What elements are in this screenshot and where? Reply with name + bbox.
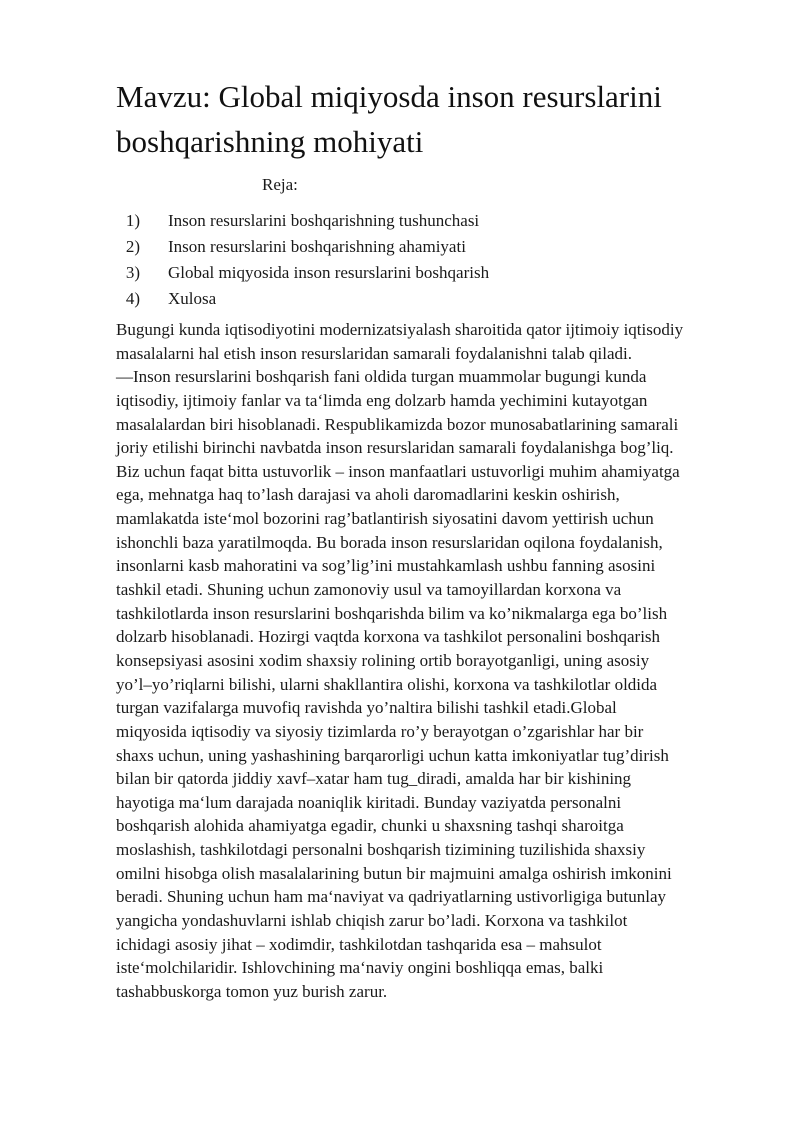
plan-item-number: 3) — [125, 263, 140, 282]
plan-item — [116, 286, 489, 312]
plan-item-text: Inson resurslarini boshqarishning ahamiyati — [168, 237, 466, 256]
body-line: beradi. Shuning uchun ham ma‘naviyat va qadriyatlarning ustivorligiga butunlay — [116, 887, 667, 907]
body-line: tashabbuskorga tomon yuz burish zarur. — [116, 981, 388, 1001]
body-paragraph — [116, 318, 756, 1004]
plan-item-text: Xulosa — [168, 289, 217, 308]
body-line: ichidagi asosiy jihat – xodimdir, tashkilotdan tashqarida esa – mahsulot — [116, 934, 602, 954]
plan-item-text: Inson resurslarini boshqarishning tushunchasi — [168, 211, 480, 230]
body-line: Biz uchun faqat bitta ustuvorlik – inson manfaatlari ustuvorligi muhim ahamiyatga — [116, 461, 680, 481]
plan-item-text: Global miqyosida inson resurslarini boshqarish — [168, 263, 490, 282]
title-line-1: Mavzu: Global miqiyosda inson resurslarini — [116, 79, 662, 114]
body-line: ega, mehnatga haq to’lash darajasi va aholi daromadlarini keskin oshirish, — [116, 485, 620, 505]
title-line-2: boshqarishning mohiyati — [116, 124, 424, 159]
body-line: ―Inson resurslarini boshqarish fani oldida turgan muammolar bugungi kunda — [116, 367, 647, 387]
body-line: ishonchli baza yaratilmoqda. Bu borada inson resurslaridan oqilona foydalanish, — [116, 532, 663, 552]
body-line: bilan bir qatorda jiddiy xavf–xatar ham tug_diradi, amalda har bir kishining — [116, 769, 632, 789]
body-line: joriy etilishi birinchi navbatda inson resurslaridan samarali foydalanishga bog’liq. — [116, 438, 674, 458]
plan-item — [116, 208, 489, 234]
plan-item-number: 1) — [125, 211, 140, 230]
body-line: hayotiga ma‘lum darajada noaniqlik kiritadi. Bunday vaziyatda personalni — [116, 792, 622, 812]
body-line: masalalardan biri hisoblanadi. Respublikamizda bozor munosabatlarining samarali — [116, 414, 679, 434]
plan-heading: Reja: — [262, 175, 298, 194]
body-line: mamlakatda iste‘mol bozorini rag’batlantirish siyosatini davom yettirish uchun — [116, 509, 654, 529]
body-line: iste‘molchilaridir. Ishlovchining ma‘naviy ongini boshliqqa emas, balki — [116, 958, 604, 978]
plan-item — [116, 260, 489, 286]
plan-item — [116, 234, 489, 260]
body-line: iqtisodiy, ijtimoiy fanlar va ta‘limda eng dolzarb hamda yechimini kutayotgan — [116, 390, 648, 410]
body-line: boshqarish alohida ahamiyatga egadir, chunki u shaxsning tashqi sharoitga — [116, 816, 624, 836]
body-line: shaxs uchun, uning yashashining barqarorligi uchun katta imkoniyatlar tug’dirish — [116, 745, 669, 765]
body-line: yangicha yondashuvlarni ishlab chiqish zarur bo’ladi. Korxona va tashkilot — [116, 911, 628, 931]
page-title — [116, 74, 736, 164]
body-line: yo’l–yo’riqlarni bilishi, ularni shakllantira olishi, korxona va tashkilotlar oldida — [116, 674, 658, 694]
body-line: masalalarni hal etish inson resurslaridan samarali foydalanishni talab qiladi. — [116, 343, 632, 363]
plan-item-number: 2) — [125, 237, 140, 256]
body-line: moslashish, tashkilotdagi personalni boshqarish tizimining tuzilishida shaxsiy — [116, 840, 646, 860]
body-line: insonlarni kasb mahoratini va sog’lig’ini mustahkamlash ushbu fanning asosini — [116, 556, 656, 576]
body-line: omilni hisobga olish masalalarining butun bir majmuini amalga oshirish imkonini — [116, 863, 672, 883]
body-line: turgan vazifalarga muvofiq ravishda yo’naltira bilishi tashkil etadi.Global — [116, 698, 617, 718]
body-line: dolzarb hisoblanadi. Hozirgi vaqtda korxona va tashkilot personalini boshqarish — [116, 627, 661, 647]
body-line: tashkilotlarda inson resurslarini boshqarishda bilim va ko’nikmalarga ega bo’lish — [116, 603, 668, 623]
body-line: Bugungi kunda iqtisodiyotini modernizatsiyalash sharoitida qator ijtimoiy iqtisodiy — [116, 320, 684, 339]
body-line: miqyosida iqtisodiy va siyosiy tizimlarda ro’y berayotgan o’zgarishlar har bir — [116, 721, 644, 741]
body-line: konsepsiyasi asosini xodim shaxsiy rolining ortib borayotganligi, uning asosiy — [116, 650, 650, 670]
body-line: tashkil etadi. Shuning uchun zamonoviy usul va tamoyillardan korxona va — [116, 580, 622, 600]
plan-list — [116, 208, 489, 312]
plan-item-number: 4) — [125, 289, 140, 308]
